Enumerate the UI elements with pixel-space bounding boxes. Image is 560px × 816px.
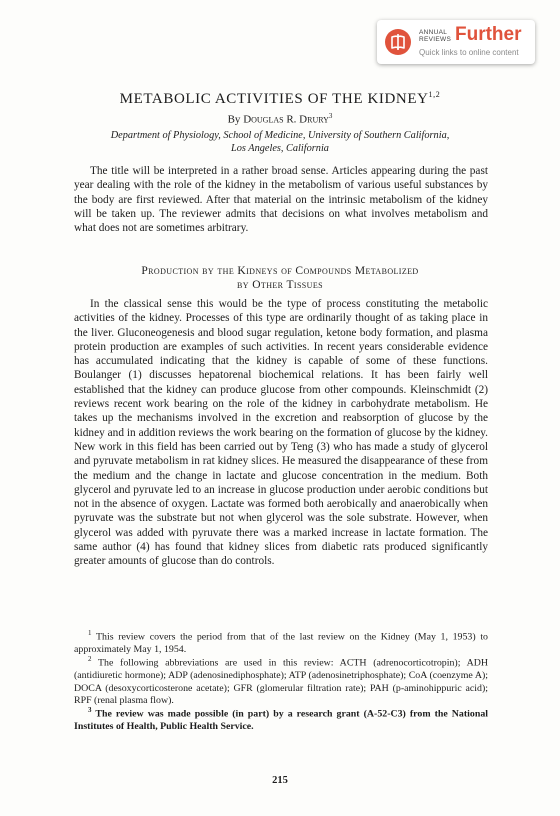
section-heading: Production by the Kidneys of Compounds Metabolized by Other Tissues (141, 265, 419, 291)
page-number: 215 (272, 775, 288, 786)
publisher-name: ANNUAL REVIEWS (419, 29, 452, 43)
footnote-2: $^2$ The following abbreviations are used in this review: ACTH (adrenocorticotropin); ADH (antidiuretic hormone); ADP (adenosinediphosphate); ATP (adenosinetriphosphate); CoA (coenzyme A); DOCA (desoxycorticosterone acetate); GFR (glomerular filtration rate); PAH (p-aminohippuric acid); RPF (renal plasma flow). (74, 655, 488, 707)
footnote-1: $^1$ This review covers the period from that of the last review on the Kidney (May 1, 1953) to approximately May 1, 1954. (74, 629, 488, 655)
article-author: By Douglas R. Drury$^3$ (227, 112, 333, 126)
author-affiliation: Department of Physiology, School of Medicine, University of Southern California, Los Angeles, California (110, 130, 450, 154)
section-paragraph: In the classical sense this would be the type of process constituting the metabolic activities of the kidney. Processes of this type are ordinarily thought of as taking place in the liver. Gluconeogenesis and blood sugar regulation, ketone body formation, and plasma protein production are examples of such activities. In recent years considerable evidence has accumulated indicating that the kidney is capable of some of these functions. Boulanger (1) discusses hepatorenal biochemical relations. It has been fairly well established that the kidney can produce glucose from other compounds. Kleinschmidt (2) reviews recent work bearing on the role of the kidney in carbohydrate metabolism. He takes up the mechanisms involved in the excretion and reabsorption of glucose by the kidney and in addition reviews the work bearing on the formation of glucose by the kidney. New work in this field has been carried out by Teng (3) who has made a study of glycerol and pyruvate metabolism in rat kidney slices. He measured the disappearance of these from the medium and the change in lactate and glucose concentration in the medium. Both glycerol and pyruvate led to an increase in glucose production under aerobic conditions but not in the absence of oxygen. Lactate was formed both aerobically and anaerobically when pyruvate was the substrate but not when glycerol was the sole substrate. However, when glycerol was added with pyruvate there was a marked increase in lactate formation. The same author (4) has found that kidney slices from diabetic rats produced significantly greater amounts of glucose than do controls. (74, 298, 488, 568)
article-title: METABOLIC ACTIVITIES OF THE KIDNEY$^{1,2}$ (119, 90, 441, 107)
footnote-3: $^3$ The review was made possible (in part) by a research grant (A-52-C3) from the National Institutes of Health, Public Health Service. (74, 706, 488, 732)
intro-paragraph: The title will be interpreted in a rather broad sense. Articles appearing during the past year dealing with the role of the kidney in the metabolism of various useful substances by the body are first reviewed. After that material on the intrinsic metabolism of the kidney will be taken up. The reviewer admits that decisions on what involves metabolism and what does not are sometimes arbitrary. (74, 165, 488, 235)
further-brand: Further (455, 24, 522, 45)
further-links-badge[interactable] (377, 20, 535, 64)
annual-reviews-logo-icon (385, 29, 411, 55)
badge-tagline: Quick links to online content (419, 48, 519, 57)
title-footnote-refs: 1,2 (428, 90, 441, 99)
